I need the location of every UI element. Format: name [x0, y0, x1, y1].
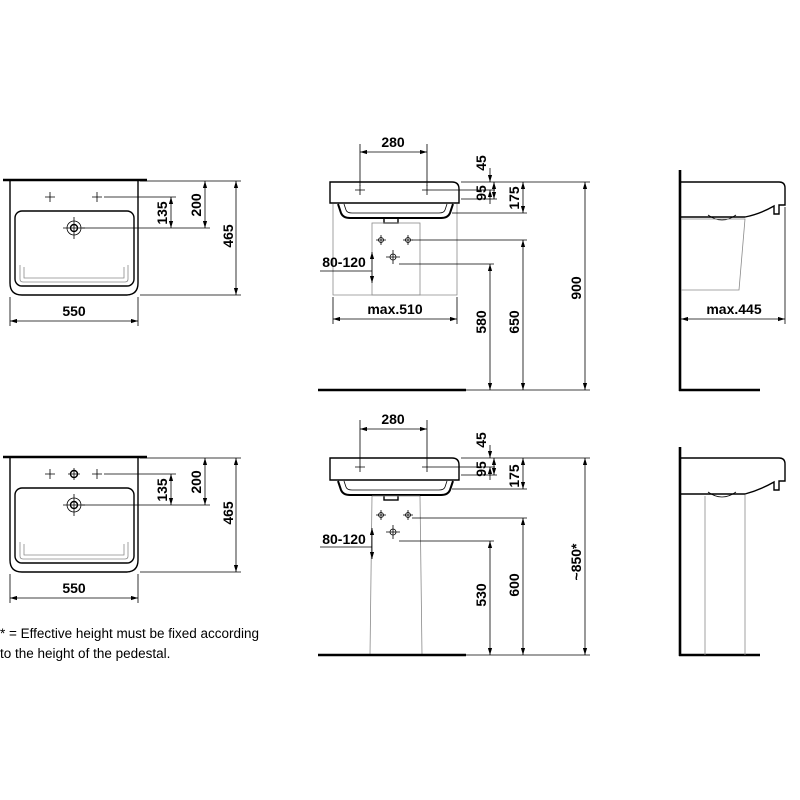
- dim-label-depth: 465: [220, 224, 236, 248]
- fixing-point-right: [92, 192, 102, 202]
- mounting-hole-left-cross: [376, 510, 386, 520]
- fixing-point-left: [45, 192, 55, 202]
- waste-outlet-cross: [386, 525, 400, 539]
- footnote: [0, 626, 259, 661]
- dim-label-175: 175: [506, 464, 522, 488]
- dim-label-95: 95: [473, 185, 489, 201]
- dim-label-135: 135: [154, 478, 170, 502]
- side-view-bottom: [679, 447, 785, 656]
- basin-side-profile: [681, 458, 785, 494]
- footnote-line-2: to the height of the pedestal.: [0, 646, 171, 661]
- side-view-top: [679, 170, 785, 391]
- siphon-cover: [372, 223, 420, 295]
- bowl-inner-line: [344, 204, 447, 213]
- basin-side-profile: [681, 182, 785, 217]
- footnote-line-1: * = Effective height must be fixed according: [0, 626, 260, 641]
- front-view-top: [318, 134, 590, 390]
- dim-label-850: ~850*: [568, 543, 584, 581]
- tap-hole-crosshair: [63, 217, 85, 239]
- dim-label-width: 550: [62, 303, 86, 319]
- basin-rim: [330, 182, 459, 203]
- bowl-outline: [15, 211, 134, 286]
- dim-label-200: 200: [188, 470, 204, 494]
- dim-label-95: 95: [473, 461, 489, 477]
- siphon-cover-side: [681, 219, 745, 290]
- overflow-outline: [20, 265, 128, 282]
- basin-rim: [330, 458, 459, 480]
- plan-view-bottom: [3, 457, 241, 603]
- dim-label-80-120: 80-120: [322, 531, 366, 547]
- bowl-underside: [338, 481, 453, 495]
- tap-hole-crosshair: [63, 494, 85, 516]
- fixing-point-left: [355, 185, 365, 195]
- dim-label-45: 45: [473, 432, 489, 448]
- dim-label-280: 280: [381, 134, 405, 150]
- fixing-point-right: [92, 469, 102, 479]
- mounting-hole-left-cross: [376, 235, 386, 245]
- overflow-outline: [20, 542, 128, 559]
- bowl-outline: [15, 488, 134, 563]
- mounting-hole-right-cross: [403, 510, 413, 520]
- dim-label-580: 580: [473, 310, 489, 334]
- dim-label-max-depth: max.445: [706, 301, 762, 317]
- bowl-inner-line: [344, 481, 447, 490]
- dim-label-650: 650: [506, 310, 522, 334]
- overflow-inner: [24, 544, 124, 555]
- waste-outlet-cross: [386, 250, 400, 264]
- dim-label-280: 280: [381, 411, 405, 427]
- fixing-point-left: [45, 469, 55, 479]
- plan-view-top: [3, 180, 241, 326]
- dim-label-80-120: 80-120: [322, 254, 366, 270]
- bowl-underside: [338, 204, 453, 218]
- overflow-inner: [24, 267, 124, 278]
- dim-label-600: 600: [506, 573, 522, 597]
- dim-label-900: 900: [568, 276, 584, 300]
- dim-label-530: 530: [473, 583, 489, 607]
- dim-label-max-width: max.510: [367, 301, 423, 317]
- dim-label-width: 550: [62, 580, 86, 596]
- dim-label-200: 200: [188, 193, 204, 217]
- dim-label-175: 175: [506, 186, 522, 210]
- mounting-hole-right-cross: [403, 235, 413, 245]
- fixing-point-right: [422, 462, 432, 472]
- dim-label-depth: 465: [220, 501, 236, 525]
- fixing-point-right: [422, 185, 432, 195]
- front-view-bottom: [318, 411, 590, 655]
- pedestal: [370, 496, 422, 655]
- pedestal-side: [705, 495, 745, 655]
- fixing-point-left: [355, 462, 365, 472]
- overflow-hole-cross: [68, 468, 80, 480]
- dim-label-45: 45: [473, 155, 489, 171]
- extension-lines-280: [360, 144, 427, 186]
- dim-label-135: 135: [154, 201, 170, 225]
